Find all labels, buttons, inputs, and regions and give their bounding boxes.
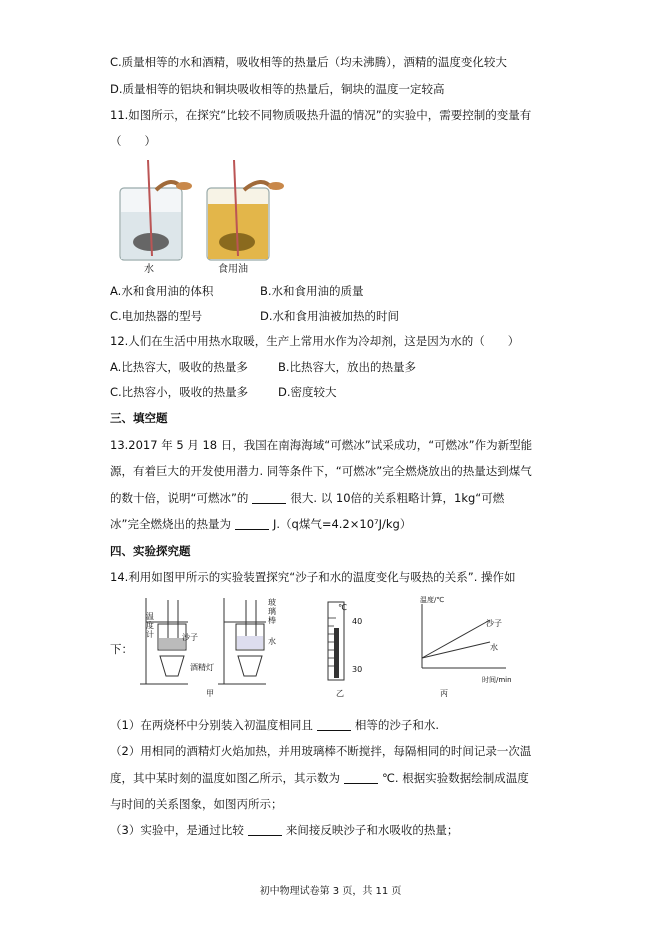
q11-answer-paren: （ ） <box>110 134 156 148</box>
q14-step-2-line-2 <box>110 770 529 786</box>
q14-step-3-text-a: （3）实验中，是通过比较 <box>110 823 244 837</box>
graph-x-label: 时间/min <box>482 676 512 684</box>
q11-beakers-figure <box>112 160 297 278</box>
q13-line-4-text-b: J.（q煤气=4.2×10⁷J/kg） <box>272 517 412 531</box>
thermometer-unit: ℃ <box>338 603 347 612</box>
q13-line-3-text-b: 很大. 以 10倍的关系粗略计算，1kg“可燃 <box>290 491 505 505</box>
q13-line-2: 源，有着巨大的开发使用潜力. 同等条件下，“可燃冰”完全燃烧放出的热量达到煤气 <box>110 464 532 478</box>
q14-step-3 <box>110 822 458 838</box>
graph-line-water <box>422 642 490 658</box>
q12-stem: 12.人们在生活中用热水取暖，生产上常用水作为冷却剂，这是因为水的（ ） <box>110 334 520 348</box>
q11-stem: 11.如图所示，在探究“比较不同物质吸热升温的情况”的实验中，需要控制的变量有 <box>110 108 532 122</box>
q14-step-1-text-b: 相等的沙子和水. <box>354 718 439 732</box>
label-sand: 沙子 <box>182 633 198 642</box>
q11-option-c: C.电加热器的型号 <box>110 309 203 323</box>
figure-caption-yi: 乙 <box>336 689 344 698</box>
q13-line-1: 13.2017 年 5 月 18 日，我国在南海海域“可燃冰”试采成功，“可燃冰”作为新型能 <box>110 438 533 452</box>
q14-step-3-text-b: 来间接反映沙子和水吸收的热量； <box>285 823 459 837</box>
q13-line-4 <box>110 516 411 532</box>
figure-caption-bing: 丙 <box>440 689 448 698</box>
graph-legend-sand: 沙子 <box>486 619 502 628</box>
section-heading-experiment: 四、实验探究题 <box>110 544 191 558</box>
figure-label-water: 水 <box>144 264 154 275</box>
section-heading-fill-in: 三、填空题 <box>110 411 168 425</box>
q14-blank-1[interactable] <box>317 718 351 731</box>
q14-blank-2[interactable] <box>344 771 378 784</box>
graph-y-label: 温度/℃ <box>420 596 445 604</box>
q14-graph-figure <box>418 602 508 672</box>
q13-line-3 <box>110 490 504 506</box>
q12-option-d: D.密度较大 <box>278 385 337 399</box>
q13-line-3-text-a: 的数十倍，说明“可燃冰”的 <box>110 491 249 505</box>
q10-option-d: D.质量相等的铝块和铜块吸收相等的热量后，铜块的温度一定较高 <box>110 82 445 96</box>
q14-step-2-text-b: ℃. 根据实验数据绘制成温度 <box>382 771 529 785</box>
label-glass-rod: 玻璃棒 <box>268 598 276 625</box>
label-alcohol-lamp: 酒精灯 <box>190 663 214 672</box>
q14-line-1: 14.利用如图甲所示的实验装置探究“沙子和水的温度变化与吸热的关系”. 操作如 <box>110 570 516 584</box>
label-water: 水 <box>268 637 276 646</box>
q14-blank-3[interactable] <box>248 823 282 836</box>
q10-option-c: C.质量相等的水和酒精，吸收相等的热量后（均未沸腾），酒精的温度变化较大 <box>110 55 507 69</box>
figure-caption-jia: 甲 <box>206 689 214 698</box>
thermometer-tick-30: 30 <box>352 665 363 674</box>
q12-option-c: C.比热容小，吸收的热量多 <box>110 385 249 399</box>
q12-option-b: B.比热容大，放出的热量多 <box>278 360 417 374</box>
q13-blank-1[interactable] <box>252 491 286 504</box>
figure-label-oil: 食用油 <box>218 264 248 275</box>
q11-option-d: D.水和食用油被加热的时间 <box>260 309 400 323</box>
q11-option-b: B.水和食用油的质量 <box>260 284 364 298</box>
q13-line-4-text-a: 冰”完全燃烧出的热量为 <box>110 517 231 531</box>
q14-line-2: 下： <box>110 642 133 656</box>
q14-step-2-text-a: 度，其中某时刻的温度如图乙所示，其示数为 <box>110 771 340 785</box>
thermometer-tick-40: 40 <box>352 617 363 626</box>
label-thermometer: 温度计 <box>146 612 154 639</box>
q12-option-a: A.比热容大，吸收的热量多 <box>110 360 248 374</box>
graph-legend-water: 水 <box>490 643 498 652</box>
q13-blank-2[interactable] <box>235 517 269 530</box>
q11-option-a: A.水和食用油的体积 <box>110 284 214 298</box>
q14-step-2-line-1: （2）用相同的酒精灯火焰加热，并用玻璃棒不断搅拌，每隔相同的时间记录一次温 <box>110 744 532 758</box>
q14-step-1-text-a: （1）在两烧杯中分别装入初温度相同且 <box>110 718 313 732</box>
q14-step-1 <box>110 717 439 733</box>
q14-step-2-line-3: 与时间的关系图象，如图丙所示； <box>110 797 283 811</box>
page-footer: 初中物理试卷第 3 页，共 11 页 <box>259 886 402 897</box>
graph-line-sand <box>422 620 490 658</box>
